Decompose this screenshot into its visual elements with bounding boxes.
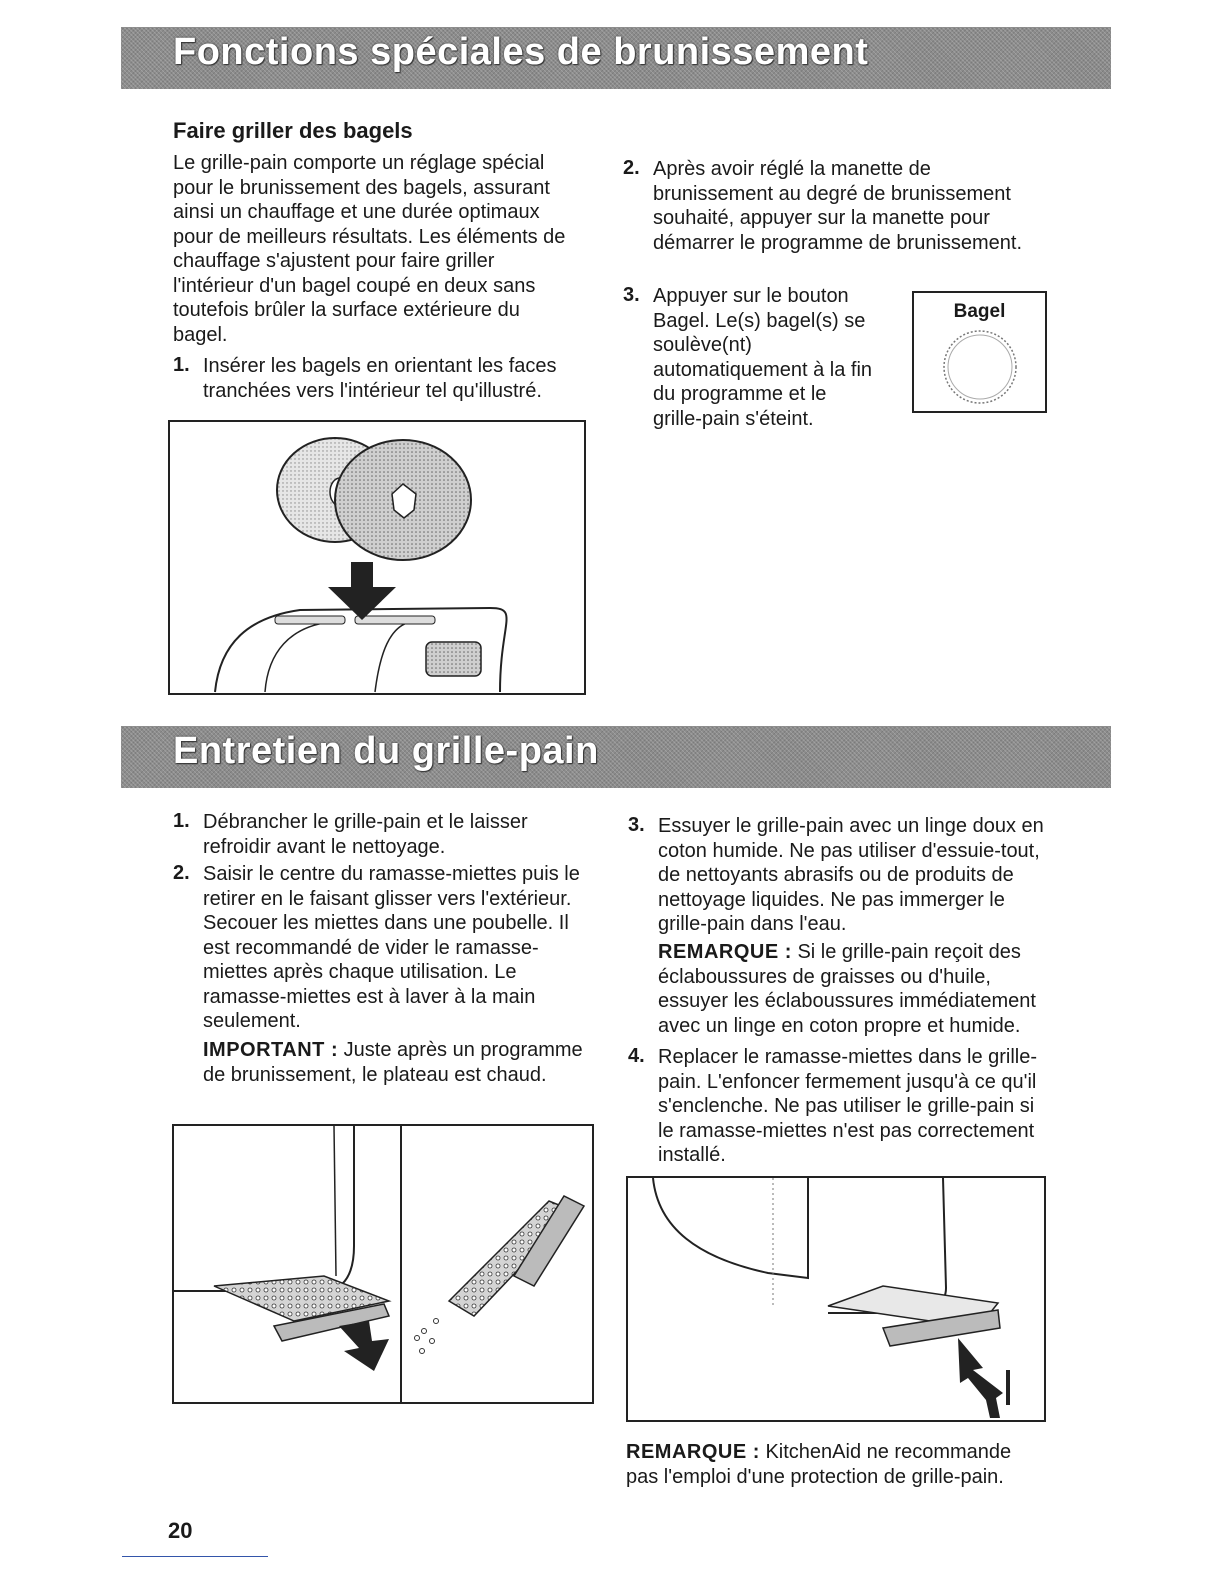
step-number: 1. (173, 354, 190, 376)
section-title: Fonctions spéciales de brunissement (173, 31, 869, 73)
subheading-bagels: Faire griller des bagels (173, 118, 413, 143)
remarque-text: KitchenAid ne recommande pas l'emploi d'une protection de grille-pain. (626, 1441, 1012, 1488)
remarque-note (658, 940, 1048, 1038)
remarque-note-bottom (626, 1440, 1046, 1489)
bagel-button-label: Bagel (953, 301, 1006, 322)
important-note (203, 1038, 588, 1087)
step-number: 3. (623, 284, 640, 306)
step-number: 2. (623, 157, 640, 179)
important-text: Juste après un programme de brunissement, le plateau est chaud. (203, 1039, 583, 1086)
page-number: 20 (168, 1518, 193, 1543)
bagel-button-illustration (912, 291, 1047, 413)
remarque-text: Si le grille-pain reçoit des éclaboussures de graisses ou d'huile, essuyer les éclaboussures immédiatement avec un linge en coton propre et humide. (658, 941, 1036, 1037)
important-label: IMPORTANT : (203, 1039, 339, 1061)
section-title: Entretien du grille-pain (173, 730, 599, 772)
crumb-tray-insertion-illustration (626, 1176, 1046, 1422)
section-banner-browning (121, 27, 1111, 89)
crumb-tray-removal-illustration (172, 1124, 594, 1404)
step-text: Essuyer le grille-pain avec un linge doux en coton humide. Ne pas utiliser d'essuie-tout, de nettoyants abrasifs ou de produits de nettoyage liquides. Ne pas immerger le grille-pain dans l'eau. (658, 815, 1044, 935)
step-text: Replacer le ramasse-miettes dans le grille-pain. L'enfoncer fermement jusqu'à ce qu'il s'enclenche. Ne pas utiliser le grille-pain si le ramasse-miettes n'est pas correctement installé. (658, 1046, 1038, 1166)
remarque-label: REMARQUE : (658, 941, 792, 963)
bagel-insertion-illustration (168, 420, 586, 695)
step-number: 3. (628, 814, 645, 836)
remarque-label: REMARQUE : (626, 1441, 760, 1463)
step-text: Après avoir réglé la manette de brunissement au degré de brunissement souhaité, appuyer sur la manette pour démarrer le programme de brunissement. (653, 158, 1023, 254)
footer-rule (122, 1556, 268, 1557)
section-banner-maintenance (121, 726, 1111, 788)
step-number: 4. (628, 1045, 645, 1067)
intro-paragraph: Le grille-pain comporte un réglage spécial pour le brunissement des bagels, assurant ainsi un chauffage et une durée optimaux pour de meilleurs résultats. Les éléments de chauffage s'ajustent pour faire griller l'intérieur d'un bagel coupé en deux sans toutefois brûler la surface extérieure du bagel. (173, 152, 566, 346)
step-number: 1. (173, 810, 190, 832)
step-text: Saisir le centre du ramasse-miettes puis le retirer en le faisant glisser vers l'extérieur. Secouer les miettes dans une poubelle. Il est recommandé de vider le ramasse-miettes après chaque utilisation. Le ramasse-miettes est à laver à la main seulement. (203, 863, 580, 1032)
step-text: Insérer les bagels en orientant les faces tranchées vers l'intérieur tel qu'illustré. (203, 355, 557, 402)
step-text: Appuyer sur le bouton Bagel. Le(s) bagel(s) se soulève(nt) automatiquement à la fin du programme et le grille-pain s'éteint. (653, 285, 873, 430)
step-text: Débrancher le grille-pain et le laisser refroidir avant le nettoyage. (203, 811, 528, 858)
step-number: 2. (173, 862, 190, 884)
